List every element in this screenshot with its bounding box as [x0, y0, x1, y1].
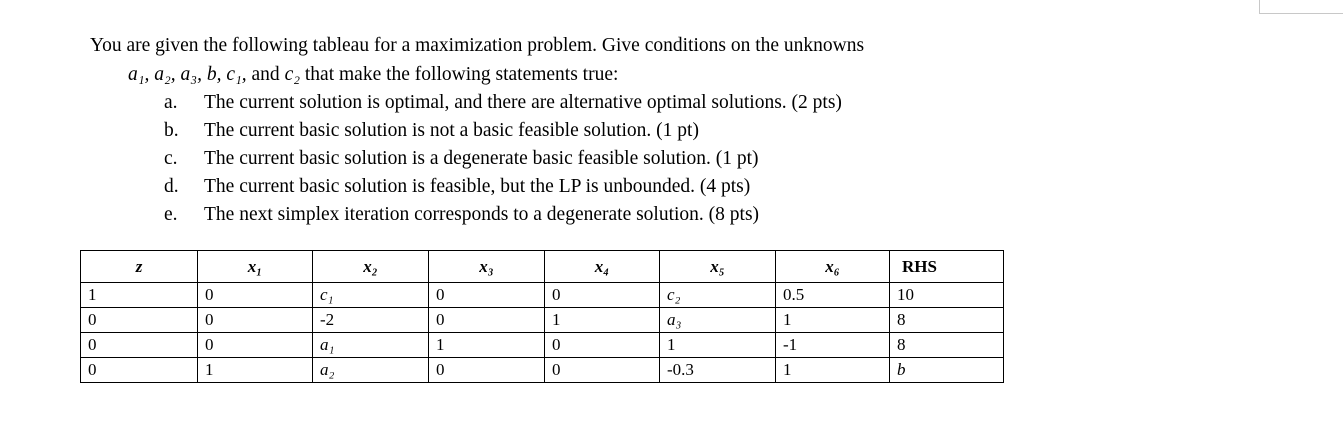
item-marker: a.: [164, 92, 178, 113]
unknowns-list: a₁, a₂, a₃, b, c₁,: [128, 64, 247, 85]
cell: 0: [81, 308, 198, 333]
cell: a₁: [313, 333, 429, 358]
list-item: [164, 201, 842, 229]
intro-line-2: [90, 60, 864, 89]
and-word: and: [251, 64, 280, 85]
cell: 1: [545, 308, 660, 333]
table-row: [81, 283, 1004, 308]
table-row: [81, 358, 1004, 383]
table-row: [81, 308, 1004, 333]
cell: 1: [776, 358, 890, 383]
corner-box: [1259, 0, 1343, 14]
cell: 0: [429, 358, 545, 383]
header-row: [81, 251, 1004, 283]
intro-line-1: You are given the following tableau for a maximization problem. Give conditions on the unknowns: [90, 35, 865, 56]
cell: 0: [545, 333, 660, 358]
cell: c₁: [313, 283, 429, 308]
list-item: [164, 89, 842, 117]
cell: 10: [890, 283, 1004, 308]
cell: 0: [429, 283, 545, 308]
item-marker: e.: [164, 204, 178, 225]
item-marker: b.: [164, 120, 179, 141]
item-marker: c.: [164, 148, 178, 169]
item-text: The next simplex iteration corresponds to a degenerate solution. (8 pts): [204, 204, 760, 225]
cell: a₂: [313, 358, 429, 383]
cell: 0: [198, 283, 313, 308]
header-x4: x₄: [545, 251, 660, 283]
cell: 0: [81, 333, 198, 358]
list-item: [164, 173, 842, 201]
header-x5: x₅: [660, 251, 776, 283]
cell: 0: [429, 308, 545, 333]
cell: 8: [890, 333, 1004, 358]
cell: a₃: [660, 308, 776, 333]
cell: 1: [660, 333, 776, 358]
header-z: z: [81, 251, 198, 283]
header-x6: x₆: [776, 251, 890, 283]
cell: -2: [313, 308, 429, 333]
item-text: The current basic solution is a degenerate basic feasible solution. (1 pt): [204, 148, 759, 169]
cell: 1: [198, 358, 313, 383]
table-row: [81, 333, 1004, 358]
cell: 0.5: [776, 283, 890, 308]
cell: b: [890, 358, 1004, 383]
cell: c₂: [660, 283, 776, 308]
cell: 0: [198, 333, 313, 358]
intro-line-2-rest: that make the following statements true:: [304, 64, 619, 85]
header-x3: x₃: [429, 251, 545, 283]
cell: 1: [81, 283, 198, 308]
cell: 1: [776, 308, 890, 333]
cell: 0: [81, 358, 198, 383]
list-item: [164, 117, 842, 145]
header-x2: x₂: [313, 251, 429, 283]
header-x1: x₁: [198, 251, 313, 283]
cell: 8: [890, 308, 1004, 333]
cell: -0.3: [660, 358, 776, 383]
cell: -1: [776, 333, 890, 358]
cell: 0: [198, 308, 313, 333]
item-text: The current basic solution is feasible, but the LP is unbounded. (4 pts): [204, 176, 751, 197]
item-text: The current solution is optimal, and there are alternative optimal solutions. (2 pts): [204, 92, 842, 113]
unknown-c2: c₂: [284, 64, 300, 85]
cell: 0: [545, 283, 660, 308]
list-item: [164, 145, 842, 173]
problem-statement: [90, 31, 864, 89]
statement-list: [164, 89, 842, 229]
item-marker: d.: [164, 176, 179, 197]
simplex-tableau: [80, 250, 1004, 383]
cell: 1: [429, 333, 545, 358]
cell: 0: [545, 358, 660, 383]
item-text: The current basic solution is not a basic feasible solution. (1 pt): [204, 120, 699, 141]
header-rhs: RHS: [890, 251, 1004, 283]
